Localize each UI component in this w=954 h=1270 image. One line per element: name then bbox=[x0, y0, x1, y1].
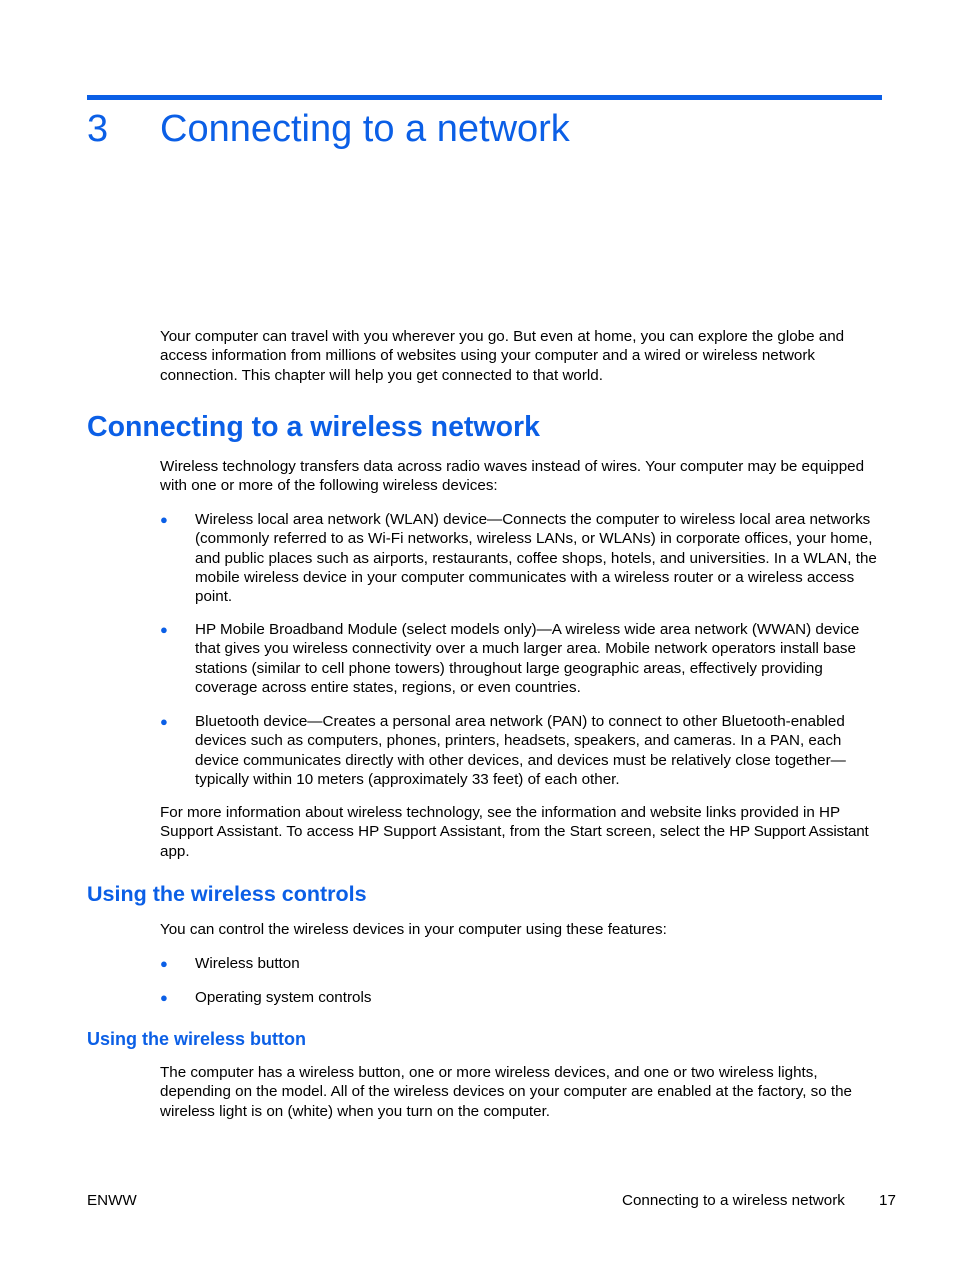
list-item-text: Wireless local area network (WLAN) device—Connects the computer to wireless local area networks (commonly referred to as Wi-Fi networks, wireless LANs, or WLANs) in corporate offices, your home, and public places such as airports, restaurants, coffee shops, hotels, and universities. In a WLAN, the mobile wireless device in your computer communicates with a wireless router or a wireless access point. bbox=[195, 511, 877, 606]
list-item-text: HP Mobile Broadband Module (select models only)—A wireless wide area network (WWAN) device that gives you wireless connectivity over a much larger area. Mobile network operators install base stations (similar to cell phone towers) throughout large geographic areas, effectively providing coverage across entire states, regions, or even countries. bbox=[195, 621, 860, 696]
bullet-icon: ● bbox=[160, 512, 168, 527]
bullet-icon: ● bbox=[160, 714, 168, 729]
chapter-title: Connecting to a network bbox=[160, 108, 570, 150]
list-item-text: Bluetooth device—Creates a personal area network (PAN) to connect to other Bluetooth-enabled devices such as computers, phones, printers, headsets, speakers, and cameras. In a PAN, each device communicates directly with other devices, and devices must be relatively close together—typically within 10 meters (approximately 33 feet) of each other. bbox=[195, 713, 846, 788]
more-info-suffix: app. bbox=[160, 842, 190, 860]
bullet-icon: ● bbox=[160, 956, 168, 971]
list-item-text: Operating system controls bbox=[195, 989, 372, 1006]
section-heading-wireless-network: Connecting to a wireless network bbox=[87, 411, 540, 443]
footer-section-title: Connecting to a wireless network bbox=[622, 1192, 845, 1209]
list-item-text: Wireless button bbox=[195, 955, 300, 972]
more-info-text: For more information about wireless technology, see the information and website links provided in HP Support Assistant. To access HP Support Assistant, from the Start screen, select the bbox=[160, 804, 840, 841]
section-intro: Wireless technology transfers data across radio waves instead of wires. Your computer may be equipped with one or more of the following wireless devices: bbox=[160, 458, 865, 495]
subsection-intro: You can control the wireless devices in your computer using these features: bbox=[160, 921, 667, 938]
chapter-number: 3 bbox=[87, 108, 109, 150]
bullet-icon: ● bbox=[160, 990, 168, 1005]
footer-left: ENWW bbox=[87, 1192, 137, 1209]
app-name: HP Support Assistant bbox=[729, 823, 869, 841]
chapter-rule bbox=[87, 95, 882, 100]
wireless-button-paragraph: The computer has a wireless button, one or more wireless devices, and one or two wireless lights, depending on the model. All of the wireless devices on your computer are enabled at the factory, so the wireless light is on (white) when you turn on the computer. bbox=[160, 1064, 853, 1120]
bullet-icon: ● bbox=[160, 622, 168, 637]
page-number: 17 bbox=[879, 1192, 896, 1209]
subsection-heading-wireless-controls: Using the wireless controls bbox=[87, 882, 367, 906]
subsection-heading-wireless-button: Using the wireless button bbox=[87, 1029, 307, 1049]
more-info-paragraph bbox=[160, 803, 885, 861]
chapter-intro: Your computer can travel with you wherever you go. But even at home, you can explore the globe and access information from millions of websites using your computer and a wired or wireless network connection. This chapter will help you get connected to that world. bbox=[160, 328, 845, 384]
